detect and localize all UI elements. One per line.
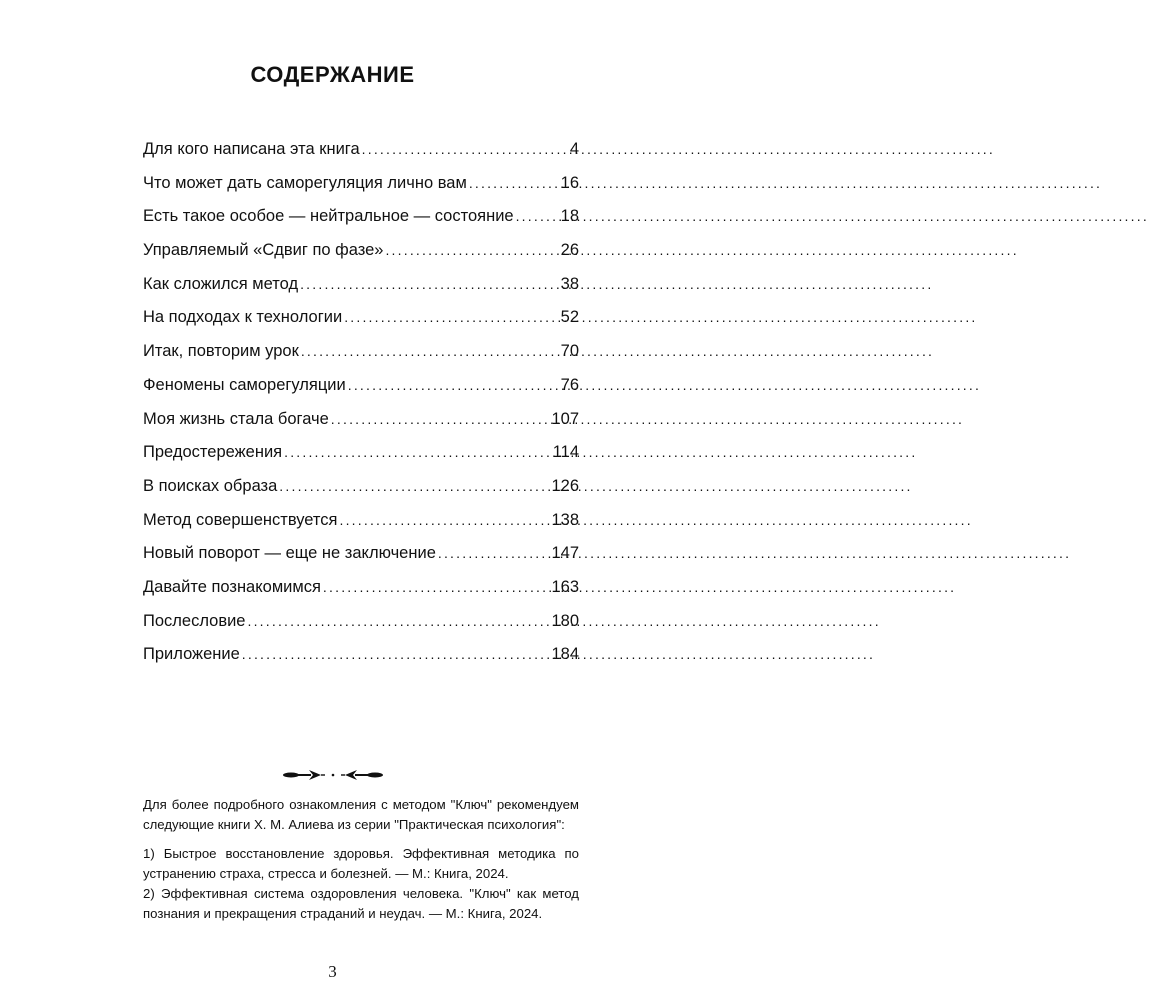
book-reference-2: 2) Эффективная система оздоровления человека. "Ключ" как метод познания и прекращения страданий и неудач. — М.: Книга, 2024. — [143, 886, 579, 921]
toc-entry-page: 18 — [560, 207, 579, 226]
dot-leader — [284, 444, 551, 460]
page-title: СОДЕРЖАНИЕ — [250, 62, 415, 87]
toc-entry-page: 38 — [560, 274, 579, 293]
dot-leader — [242, 646, 550, 662]
dot-leader — [348, 377, 559, 393]
toc-entry — [143, 207, 579, 241]
toc-entry-title: Моя жизнь стала богаче — [143, 409, 329, 428]
toc-entry-title: Предостережения — [143, 443, 283, 462]
dot-leader — [301, 343, 559, 359]
toc-entry — [143, 443, 579, 477]
toc-entry-title: Послесловие — [143, 611, 246, 630]
toc-entry-title: Как сложился метод — [143, 274, 299, 293]
toc-entry-page: 52 — [560, 308, 579, 327]
toc-entry-page: 184 — [551, 645, 579, 664]
toc-entry — [143, 275, 579, 309]
toc-entry-title: Есть такое особое — нейтральное — состояние — [143, 207, 514, 226]
toc-entry-page: 114 — [552, 443, 579, 462]
toc-entry-title: Новый поворот — еще не заключение — [143, 544, 436, 563]
dot-leader — [279, 478, 549, 494]
toc-entry-page: 126 — [551, 476, 579, 495]
toc-entry — [143, 308, 579, 342]
dot-leader — [344, 309, 558, 325]
ornament-divider-icon — [0, 768, 665, 787]
toc-entry — [143, 511, 579, 545]
toc-entry-page: 180 — [551, 611, 579, 630]
toc-entry-title: Давайте познакомимся — [143, 577, 321, 596]
toc-entry-page: 147 — [551, 544, 579, 563]
toc-entry-page: 163 — [551, 577, 579, 596]
toc-entry-page: 4 — [569, 140, 579, 158]
dot-leader — [469, 175, 559, 191]
recommended-books-note — [143, 795, 579, 924]
toc-entry-title: Метод совершенствуется — [143, 510, 338, 529]
toc-entry-title: В поисках образа — [143, 476, 278, 495]
dot-leader — [516, 208, 559, 224]
toc-entry — [143, 140, 579, 174]
book-reference-1: 1) Быстрое восстановление здоровья. Эффективная методика по устранению страха, стресса и болезней. — М.: Книга, 2024. — [143, 846, 579, 881]
dot-leader — [248, 613, 550, 629]
toc-entry-page: 138 — [551, 510, 579, 529]
toc-entry — [143, 410, 579, 444]
toc-entry — [143, 645, 579, 679]
toc-entry — [143, 342, 579, 376]
toc-entry-title: Приложение — [143, 645, 240, 664]
note-intro: Для более подробного ознакомления с методом "Ключ" рекомендуем следующие книги Х. М. Алиева из серии "Практическая психология": — [143, 797, 579, 832]
toc-entry — [143, 174, 579, 208]
toc-entry-page: 76 — [560, 375, 579, 394]
dot-leader — [323, 579, 550, 595]
toc-entry-title: Для кого написана эта книга — [143, 140, 360, 158]
toc-entry — [143, 544, 579, 578]
dot-leader — [300, 276, 559, 292]
toc-entry — [143, 578, 579, 612]
dot-leader — [331, 411, 550, 427]
toc-entry-page: 16 — [560, 173, 579, 192]
toc-entry-page: 107 — [551, 409, 579, 428]
dot-leader — [385, 242, 558, 258]
toc-entry — [143, 477, 579, 511]
toc-entry — [143, 612, 579, 646]
toc-entry-page: 70 — [560, 342, 579, 361]
dot-leader — [438, 545, 550, 561]
dot-leader — [362, 141, 568, 157]
toc-entry-title: Что может дать саморегуляция лично вам — [143, 173, 467, 192]
toc-entry-title: Феномены саморегуляции — [143, 375, 346, 394]
toc-entry-page: 26 — [560, 241, 579, 260]
toc-entry — [143, 376, 579, 410]
page-number: 3 — [328, 962, 337, 981]
toc-entry-title: Управляемый «Сдвиг по фазе» — [143, 241, 384, 260]
table-of-contents — [143, 140, 579, 679]
dot-leader — [340, 512, 550, 528]
toc-entry — [143, 241, 579, 275]
toc-entry-title: На подходах к технологии — [143, 308, 343, 327]
toc-entry-title: Итак, повторим урок — [143, 342, 299, 361]
